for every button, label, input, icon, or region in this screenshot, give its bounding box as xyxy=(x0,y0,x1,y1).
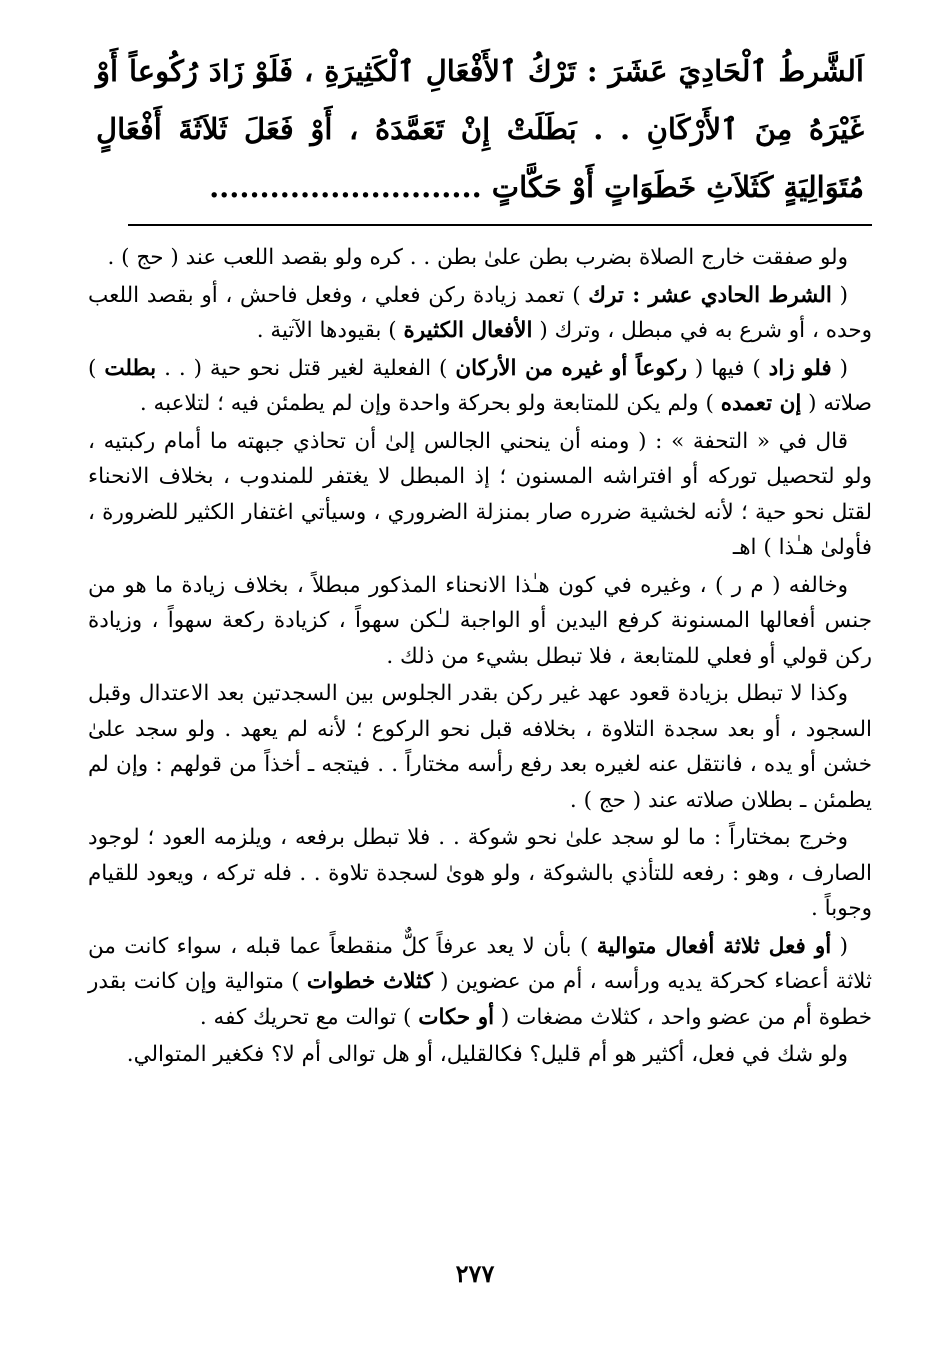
matn-quote: أو فعل ثلاثة أفعال متوالية xyxy=(596,933,832,959)
matn-quote: أو حكات xyxy=(418,1004,495,1030)
matn-body: اَلشَّرطُ ٱلْحَادِيَ عَشَرَ : تَرْكُ ٱلأَفْعَالِ ٱلْكَثِيرَةِ ، فَلَوْ زَادَ رُكُوعاً أَوْ غَيْرَهُ مِنَ ٱلأَرْكَانِ . . بَطَلَتْ إِنْ تَعَمَّدَهُ ، أَوْ فَعَلَ ثَلاَثَةَ أَفْعَالٍ مُتَوَالِيَةٍ كَثَلاَثِ خَطَوَاتٍ أَوْ حَكَّاتٍ xyxy=(96,54,864,204)
matn-quote: بطلت xyxy=(104,355,157,381)
page-number: ٢٧٧ xyxy=(455,1259,495,1288)
paragraph-5: وخالفه ( م ر ) ، وغيره في كون هـٰذا الانحناء المذكور مبطلاً ، بخلاف زيادة ما هو من جنس أفعالها المسنونة كرفع اليدين أو الواجبة لـٰكن سهواً ، كزيادة ركعة سهواً ، وزيادة ركن قولي أو فعلي للمتابعة ، فلا تبطل بشيء من ذلك . xyxy=(88,572,872,669)
paragraph-8: ( أو فعل ثلاثة أفعال متوالية ) بأن لا يعد عرفاً كلٌّ منقطعاً عما قبله ، سواء كانت من ثلاثة أعضاء كحركة يديه ورأسه ، أم من عضوين ( كثلاث خطوات ) متوالية وإن كانت بقدر خطوة أم من عضو واحد ، كثلاث مضغات ( أو حكات ) توالت مع تحريك كفه . xyxy=(88,933,872,1030)
commentary xyxy=(88,240,872,1073)
paragraph-6: وكذا لا تبطل بزيادة قعود عهد غير ركن بقدر الجلوس بين السجدتين بعد الاعتدال وقبل السجود ، أو بعد سجدة التلاوة ، بخلافه قبل نحو الركوع ؛ لأنه لم يعهد . ولو سجد علىٰ خشن أو يده ، فانتقل عنه لغيره بعد رفع رأسه مختاراً . . فيتجه ـ أخذاً من قولهم : وإن لم يطمئن ـ بطلان صلاته عند ( حج ) . xyxy=(88,681,873,813)
matn-quote: الأفعال الكثيرة xyxy=(403,318,533,343)
matn-quote: ركوعاً أو غيره من الأركان xyxy=(455,355,687,381)
separator-line xyxy=(128,224,872,226)
matn-quote: إن تعمده xyxy=(720,391,802,416)
matn-quote: فلو زاد xyxy=(768,355,832,381)
paragraph-3: ( فلو زاد ) فيها ( ركوعاً أو غيره من الأركان ) الفعلية لغير قتل نحو حية ( . . بطلت ) صلاته ( إن تعمده ) ولم يكن للمتابعة ولو بحركة واحدة وإن لم يطمئن فيه ؛ لتلاعبه . xyxy=(88,355,872,416)
paragraph-9: ولو شك في فعل، أكثير هو أم قليل؟ فكالقليل، أو هل توالى أم لا؟ فكغير المتوالي. xyxy=(126,1042,848,1067)
matn-quote: الشرط الحادي عشر : ترك xyxy=(588,282,832,308)
paragraph-2: ( الشرط الحادي عشر : ترك ) تعمد زيادة ركن فعلي ، وفعل فاحش ، أو بقصد اللعب وحده ، أو شرع به في مبطل ، وترك ( الأفعال الكثيرة ) بقيودها الآتية . xyxy=(88,282,872,343)
matn-dots: ........................... xyxy=(209,170,482,204)
matn-text xyxy=(88,40,872,216)
paragraph-7: وخرج بمختاراً : ما لو سجد علىٰ نحو شوكة . . فلا تبطل برفعه ، ويلزمه العود ؛ لوجود الصارف ، وهو : رفعه للتأذي بالشوكة ، ولو هوىٰ لسجدة تلاوة . . فله تركه ، ويعود للقيام وجوباً . xyxy=(88,825,872,921)
paragraph-4: قال في « التحفة » : ( ومنه أن ينحني الجالس إلىٰ أن تحاذي جبهته ما أمام ركبتيه ، ولو لتحصيل توركه أو افتراشه المسنون ؛ إذ المبطل لا يغتفر للمندوب ، بخلاف الانحناء لقتل نحو حية ؛ لأنه لخشية ضرره صار بمنزلة الضروري ، وسيأتي اغتفار الكثير للضرورة ، فأولىٰ هـٰذا ) اهـ xyxy=(88,428,872,560)
matn-quote: كثلاث خطوات xyxy=(306,969,433,994)
paragraph-1: ولو صفقت خارج الصلاة بضرب بطن علىٰ بطن . . كره ولو بقصد اللعب عند ( حج ) . xyxy=(107,245,848,270)
